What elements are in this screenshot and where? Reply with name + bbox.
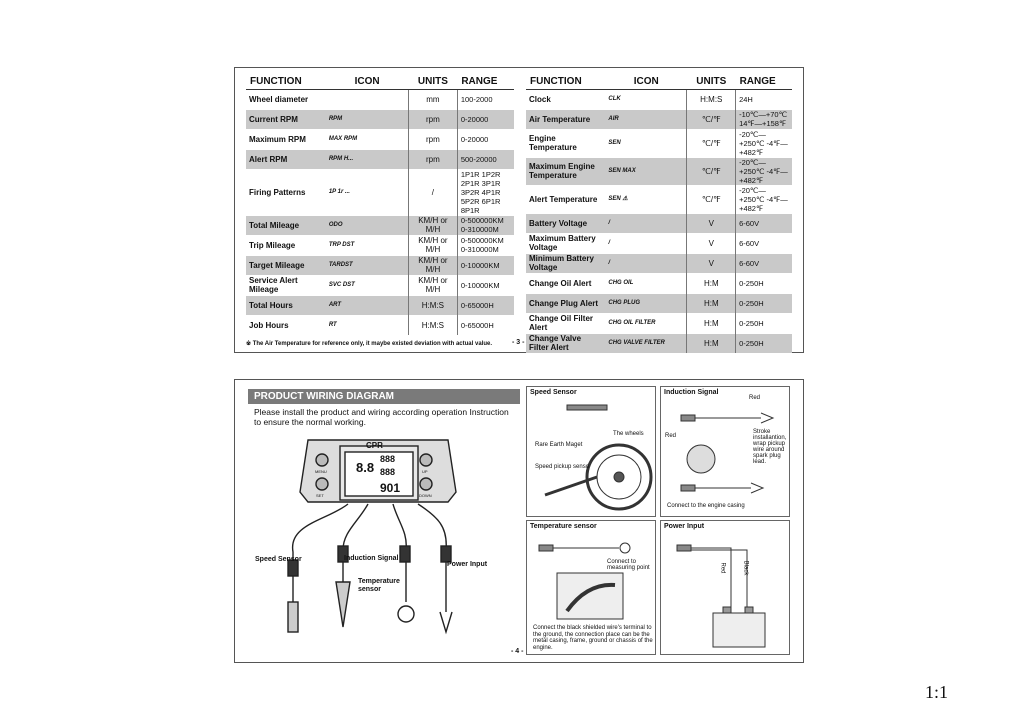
red-label-2: Red	[665, 433, 677, 439]
icon-cell: CHG VALVE FILTER	[605, 333, 687, 353]
speed-sensor-title: Speed Sensor	[530, 389, 577, 396]
measuring-point-label: Connect to measuring point	[607, 559, 650, 571]
lcd-digits-3: 8.8	[356, 460, 375, 475]
table-row	[526, 293, 792, 313]
function-cell: Service Alert Mileage	[246, 275, 326, 295]
table-row	[526, 109, 792, 129]
icon-cell: AIR	[605, 109, 687, 129]
table-row	[246, 129, 514, 149]
col-range: RANGE	[736, 74, 792, 89]
range-cell: 0-500000KM 0-310000M	[457, 235, 514, 255]
units-cell: ℃/℉	[687, 109, 736, 129]
units-cell: KM/H or M/H	[408, 215, 457, 235]
wheels-label: The wheels	[613, 431, 644, 437]
page-number-4: - 4 -	[511, 648, 524, 655]
function-cell: Maximum Battery Voltage	[526, 233, 605, 253]
icon-cell: CHG PLUG	[605, 293, 687, 313]
table-row	[526, 89, 792, 109]
units-cell: H:M	[687, 293, 736, 313]
induction-title: Induction Signal	[664, 389, 719, 396]
units-cell: ℃/℉	[687, 157, 736, 185]
function-cell: Maximum RPM	[246, 129, 326, 149]
units-cell: V	[687, 233, 736, 253]
units-cell: H:M:S	[687, 89, 736, 109]
air-temp-note: ※ The Air Temperature for reference only, it maybe existed deviation with actual value.	[246, 341, 492, 347]
lcd-digits-2: 888	[380, 467, 396, 477]
table-row	[246, 295, 514, 315]
function-cell: Alert Temperature	[526, 185, 605, 213]
units-cell: /	[408, 169, 457, 215]
function-cell: Trip Mileage	[246, 235, 326, 255]
range-cell: 0-20000	[457, 129, 514, 149]
range-cell: -20℃—+250℃ -4℉—+482℉	[736, 129, 792, 157]
function-cell: Maximum Engine Temperature	[526, 157, 605, 185]
col-function: FUNCTION	[526, 74, 605, 89]
range-cell: 500-20000	[457, 149, 514, 169]
range-cell: 0-250H	[736, 293, 792, 313]
units-cell: KM/H or M/H	[408, 235, 457, 255]
left-spec-table	[246, 74, 514, 335]
icon-cell: CHG OIL	[605, 273, 687, 293]
red-label-1: Red	[749, 395, 761, 401]
function-cell: Change Valve Filter Alert	[526, 333, 605, 353]
col-units: UNITS	[687, 74, 736, 89]
units-cell: ℃/℉	[687, 185, 736, 213]
function-cell: Engine Temperature	[526, 129, 605, 157]
icon-cell: CLK	[605, 89, 687, 109]
range-cell: 24H	[736, 89, 792, 109]
range-cell: 6-60V	[736, 213, 792, 233]
device-brand: CPR	[366, 441, 383, 450]
units-cell: V	[687, 253, 736, 273]
range-cell: 0-65000H	[457, 295, 514, 315]
icon-cell: RPM	[326, 109, 409, 129]
table-row	[526, 157, 792, 185]
lcd-digits-1: 888	[380, 454, 396, 464]
function-cell: Total Hours	[246, 295, 326, 315]
lcd-digits-4: 901	[380, 481, 401, 495]
label-temperature-sensor: Temperature sensor	[358, 578, 400, 593]
units-cell: KM/H or M/H	[408, 275, 457, 295]
table-row	[526, 129, 792, 157]
units-cell: H:M:S	[408, 295, 457, 315]
table-row	[246, 169, 514, 215]
range-cell: 0-250H	[736, 273, 792, 293]
wiring-title: PRODUCT WIRING DIAGRAM	[248, 389, 520, 404]
function-cell: Firing Patterns	[246, 169, 326, 215]
table-row	[246, 89, 514, 109]
icon-cell: TARDST	[326, 255, 409, 275]
units-cell: rpm	[408, 129, 457, 149]
icon-cell: CHG OIL FILTER	[605, 313, 687, 333]
induction-signal-box	[660, 386, 790, 517]
range-cell: 0-65000H	[457, 315, 514, 335]
function-cell: Change Oil Filter Alert	[526, 313, 605, 333]
col-icon: ICON	[326, 74, 409, 89]
ground-note: Connect the black shielded wire's terminal to the ground, the connection place can be the metal casing, frame, ground or chassis of the engine.	[533, 625, 653, 651]
icon-cell: SVC DST	[326, 275, 409, 295]
label-power-input: Power Input	[447, 561, 488, 568]
range-cell: 0-250H	[736, 333, 792, 353]
units-cell: ℃/℉	[687, 129, 736, 157]
units-cell: rpm	[408, 149, 457, 169]
magnet-label: Rare Earth Maget	[535, 442, 583, 448]
table-row	[246, 315, 514, 335]
engine-casing-label: Connect to the engine casing	[667, 503, 745, 509]
range-cell: 0-10000KM	[457, 275, 514, 295]
black-wire-label: Black	[742, 560, 749, 576]
red-wire-label: Red	[719, 562, 726, 574]
range-cell: 100-2000	[457, 89, 514, 109]
function-cell: Minimum Battery Voltage	[526, 253, 605, 273]
units-cell: V	[687, 213, 736, 233]
stroke-note: Stroke installantion, wrap pickup wire around spark plug lead.	[753, 429, 787, 465]
page-number-3: - 3 -	[512, 339, 525, 346]
units-cell: H:M	[687, 333, 736, 353]
temperature-sensor-box	[526, 520, 656, 655]
menu-button-label: MENU	[315, 469, 327, 474]
label-induction-signal: Induction Signal	[344, 555, 399, 562]
icon-cell: RT	[326, 315, 409, 335]
table-row	[526, 273, 792, 293]
table-row	[526, 333, 792, 353]
speed-sensor-box	[526, 386, 656, 517]
range-cell: 0-500000KM 0-310000M	[457, 215, 514, 235]
icon-cell: SEN ⚠	[605, 185, 687, 213]
set-button-label: SET	[316, 493, 324, 498]
units-cell: H:M	[687, 273, 736, 293]
table-row	[246, 109, 514, 129]
meter-device-diagram	[248, 432, 520, 650]
icon-cell: /	[605, 253, 687, 273]
col-range: RANGE	[457, 74, 514, 89]
units-cell: KM/H or M/H	[408, 255, 457, 275]
wheel-diagram	[527, 399, 655, 515]
function-cell: Alert RPM	[246, 149, 326, 169]
table-row	[526, 213, 792, 233]
col-function: FUNCTION	[246, 74, 326, 89]
right-spec-table	[526, 74, 792, 353]
table-row	[246, 275, 514, 295]
function-cell: Battery Voltage	[526, 213, 605, 233]
up-button-label: UP	[422, 469, 428, 474]
units-cell: rpm	[408, 109, 457, 129]
icon-cell: MAX RPM	[326, 129, 409, 149]
function-cell: Current RPM	[246, 109, 326, 129]
range-cell: -10℃—+70℃ 14℉—+158℉	[736, 109, 792, 129]
function-cell: Total Mileage	[246, 215, 326, 235]
table-row	[246, 215, 514, 235]
col-icon: ICON	[605, 74, 687, 89]
table-row	[526, 253, 792, 273]
table-row	[526, 185, 792, 213]
range-cell: 0-250H	[736, 313, 792, 333]
units-cell: H:M:S	[408, 315, 457, 335]
table-row	[246, 149, 514, 169]
label-speed-sensor: Speed Sensor	[255, 556, 302, 563]
icon-cell: ODO	[326, 215, 409, 235]
table-row	[526, 233, 792, 253]
range-cell: 1P1R 1P2R 2P1R 3P1R 3P2R 4P1R 5P2R 6P1R 8P1R	[457, 169, 514, 215]
icon-cell: TRP DST	[326, 235, 409, 255]
icon-cell: SEN MAX	[605, 157, 687, 185]
battery-diagram	[661, 533, 789, 653]
units-cell: H:M	[687, 313, 736, 333]
icon-cell	[326, 89, 409, 109]
icon-cell: /	[605, 233, 687, 253]
icon-cell: RPM H...	[326, 149, 409, 169]
power-input-box	[660, 520, 790, 655]
function-cell: Change Plug Alert	[526, 293, 605, 313]
icon-cell: 1P 1r ...	[326, 169, 409, 215]
icon-cell: /	[605, 213, 687, 233]
table-row	[246, 235, 514, 255]
table-row	[526, 313, 792, 333]
units-cell: mm	[408, 89, 457, 109]
down-button-label: DOWN	[419, 493, 432, 498]
power-title: Power Input	[664, 523, 705, 530]
icon-cell: ART	[326, 295, 409, 315]
range-cell: -20℃—+250℃ -4℉—+482℉	[736, 157, 792, 185]
function-cell: Wheel diameter	[246, 89, 326, 109]
function-cell: Target Mileage	[246, 255, 326, 275]
range-cell: -20℃—+250℃ -4℉—+482℉	[736, 185, 792, 213]
range-cell: 0-20000	[457, 109, 514, 129]
pickup-label: Speed pickup senso	[535, 464, 590, 470]
function-cell: Job Hours	[246, 315, 326, 335]
icon-cell: SEN	[605, 129, 687, 157]
zoom-ratio: 1:1	[924, 682, 948, 702]
range-cell: 6-60V	[736, 253, 792, 273]
temp-title: Temperature sensor	[530, 523, 597, 530]
range-cell: 6-60V	[736, 233, 792, 253]
wiring-instruction: Please install the product and wiring according operation Instruction to ensure the normal working.	[254, 407, 509, 427]
function-cell: Air Temperature	[526, 109, 605, 129]
function-cell: Change Oil Alert	[526, 273, 605, 293]
range-cell: 0-10000KM	[457, 255, 514, 275]
function-cell: Clock	[526, 89, 605, 109]
col-units: UNITS	[408, 74, 457, 89]
table-row	[246, 255, 514, 275]
